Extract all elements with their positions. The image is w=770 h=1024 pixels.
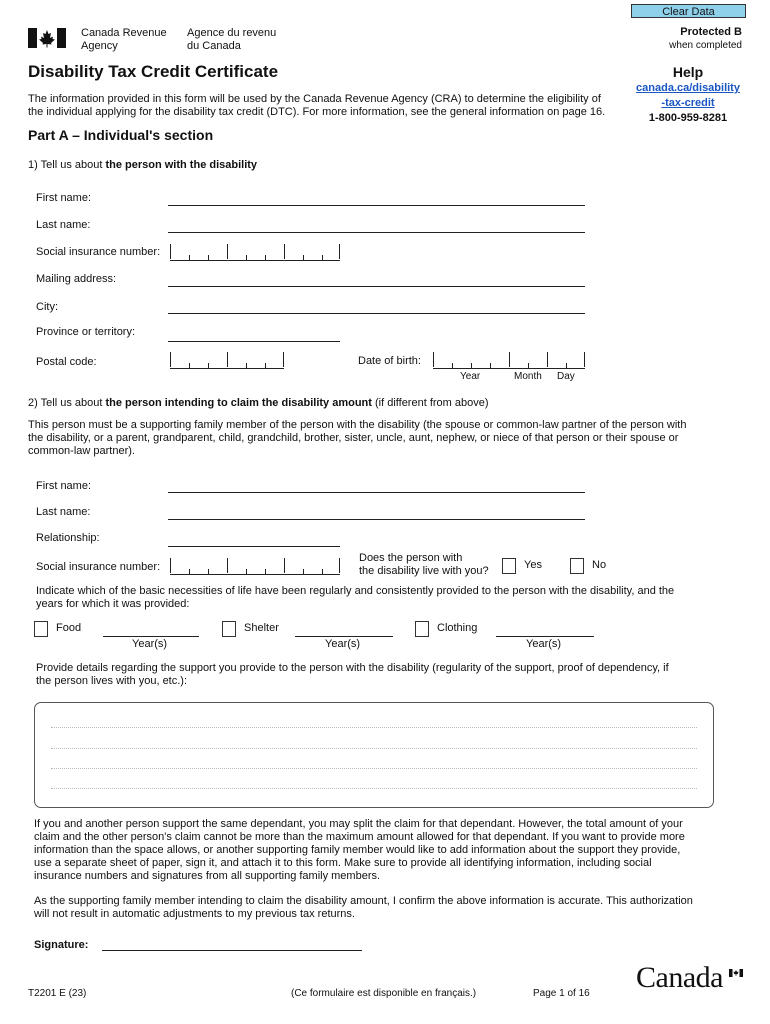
section-1-heading: 1) Tell us about the person with the disability (28, 159, 258, 171)
live-with-no-checkbox[interactable] (570, 558, 584, 574)
s1-city-label: City: (36, 301, 58, 313)
shelter-years-field[interactable] (295, 636, 393, 637)
intro-text: The information provided in this form will be used by the Canada Revenue Agency (CRA) to determine the eligibility of the individual applying for the disability tax credit (DTC). For more information, see the general information on page 16. (28, 93, 606, 118)
food-label: Food (56, 622, 82, 634)
s1-sin-field[interactable] (170, 244, 340, 261)
clothing-checkbox[interactable] (415, 621, 429, 637)
clothing-years-field[interactable] (496, 636, 594, 637)
necessities-instructions: Indicate which of the basic necessities of life have been regularly and consistently provided to the person with the disability, and the years for which it was provided: (36, 585, 675, 610)
s1-dob-field[interactable] (433, 352, 585, 369)
help-box (630, 64, 746, 126)
split-claim-paragraph: If you and another person support the same dependant, you may split the claim for that dependant. However, the total amount of your claim and the other person's claim cannot be more than the maximum amount allowed for that dependant. If you want to provide more information than the space allows, or another supporting family member would like to add information about the support they provide, use a separate sheet of paper, sign it, and attach it to this form. Make sure to provide all identifying information, including social insurance numbers and signatures from all supporting family members. (34, 818, 685, 882)
s1-first-name-field[interactable] (168, 205, 585, 206)
clothing-years-label: Year(s) (526, 638, 562, 650)
s1-postal-label: Postal code: (36, 356, 97, 368)
help-phone: 1-800-959-8281 (648, 112, 728, 124)
clothing-label: Clothing (437, 622, 478, 634)
s2-sin-label: Social insurance number: (36, 561, 161, 573)
s2-live-with-question: Does the person with the disability live with you? (359, 552, 489, 577)
s2-first-name-label: First name: (36, 480, 92, 492)
dob-month-label: Month (514, 371, 542, 382)
agency-name-en: Canada Revenue Agency (81, 27, 167, 52)
s1-province-label: Province or territory: (36, 326, 136, 338)
s1-last-name-label: Last name: (36, 219, 91, 231)
s2-last-name-field[interactable] (168, 519, 585, 520)
canada-wordmark: Canada (636, 961, 723, 994)
when-completed-label: when completed (669, 40, 742, 51)
french-availability-note: (Ce formulaire est disponible en français.) (291, 988, 477, 999)
shelter-years-label: Year(s) (325, 638, 361, 650)
page-number: Page 1 of 16 (533, 988, 590, 999)
shelter-checkbox[interactable] (222, 621, 236, 637)
live-with-no-label: No (592, 559, 607, 571)
s1-city-field[interactable] (168, 313, 585, 314)
s1-last-name-field[interactable] (168, 232, 585, 233)
s1-postal-field[interactable] (170, 352, 284, 369)
help-title: Help (672, 64, 704, 80)
s2-relationship-field[interactable] (168, 546, 340, 547)
wordmark-flag-icon (729, 964, 743, 972)
s1-dob-label: Date of birth: (358, 355, 421, 367)
s1-mailing-label: Mailing address: (36, 273, 117, 285)
s2-sin-field[interactable] (170, 558, 340, 575)
live-with-yes-label: Yes (524, 559, 542, 571)
dob-year-label: Year (460, 371, 481, 382)
s2-first-name-field[interactable] (168, 492, 585, 493)
dob-day-label: Day (557, 371, 575, 382)
protected-label: Protected B (680, 26, 742, 38)
s1-mailing-field[interactable] (168, 286, 585, 287)
s2-eligibility-paragraph: This person must be a supporting family member of the person with the disability (the spouse or common-law partner of the person with the disability, or a parent, grandparent, child, grandchild, brother, sister, uncle, aunt, nephew, or niece of that person or their spouse or common-law partner). (28, 419, 687, 457)
s2-last-name-label: Last name: (36, 506, 91, 518)
clear-data-button[interactable]: Clear Data (631, 4, 746, 18)
food-years-label: Year(s) (132, 638, 168, 650)
signature-field[interactable] (102, 950, 362, 951)
shelter-label: Shelter (244, 622, 279, 634)
support-details-instructions: Provide details regarding the support you provide to the person with the disability (regularity of the support, proof of dependency, if the person lives with you, etc.): (36, 662, 669, 687)
s2-relationship-label: Relationship: (36, 532, 100, 544)
help-link[interactable]: canada.ca/disability -tax-credit (636, 82, 740, 109)
page-title: Disability Tax Credit Certificate (28, 62, 279, 81)
s1-province-field[interactable] (168, 341, 340, 342)
food-checkbox[interactable] (34, 621, 48, 637)
canada-flag-icon (28, 28, 66, 48)
form-id: T2201 E (23) (28, 988, 87, 999)
s1-first-name-label: First name: (36, 192, 92, 204)
s1-sin-label: Social insurance number: (36, 246, 161, 258)
signature-label: Signature: (34, 939, 89, 951)
part-a-heading: Part A – Individual's section (28, 127, 214, 143)
confirmation-paragraph: As the supporting family member intending to claim the disability amount, I confirm the above information is accurate. This authorization will not result in automatic adjustments to my previous tax returns. (34, 895, 693, 920)
support-details-textarea[interactable] (34, 702, 714, 808)
live-with-yes-checkbox[interactable] (502, 558, 516, 574)
agency-name-fr: Agence du revenu du Canada (187, 27, 277, 52)
section-2-heading: 2) Tell us about the person intending to claim the disability amount (if different from above) (28, 397, 489, 409)
food-years-field[interactable] (103, 636, 199, 637)
